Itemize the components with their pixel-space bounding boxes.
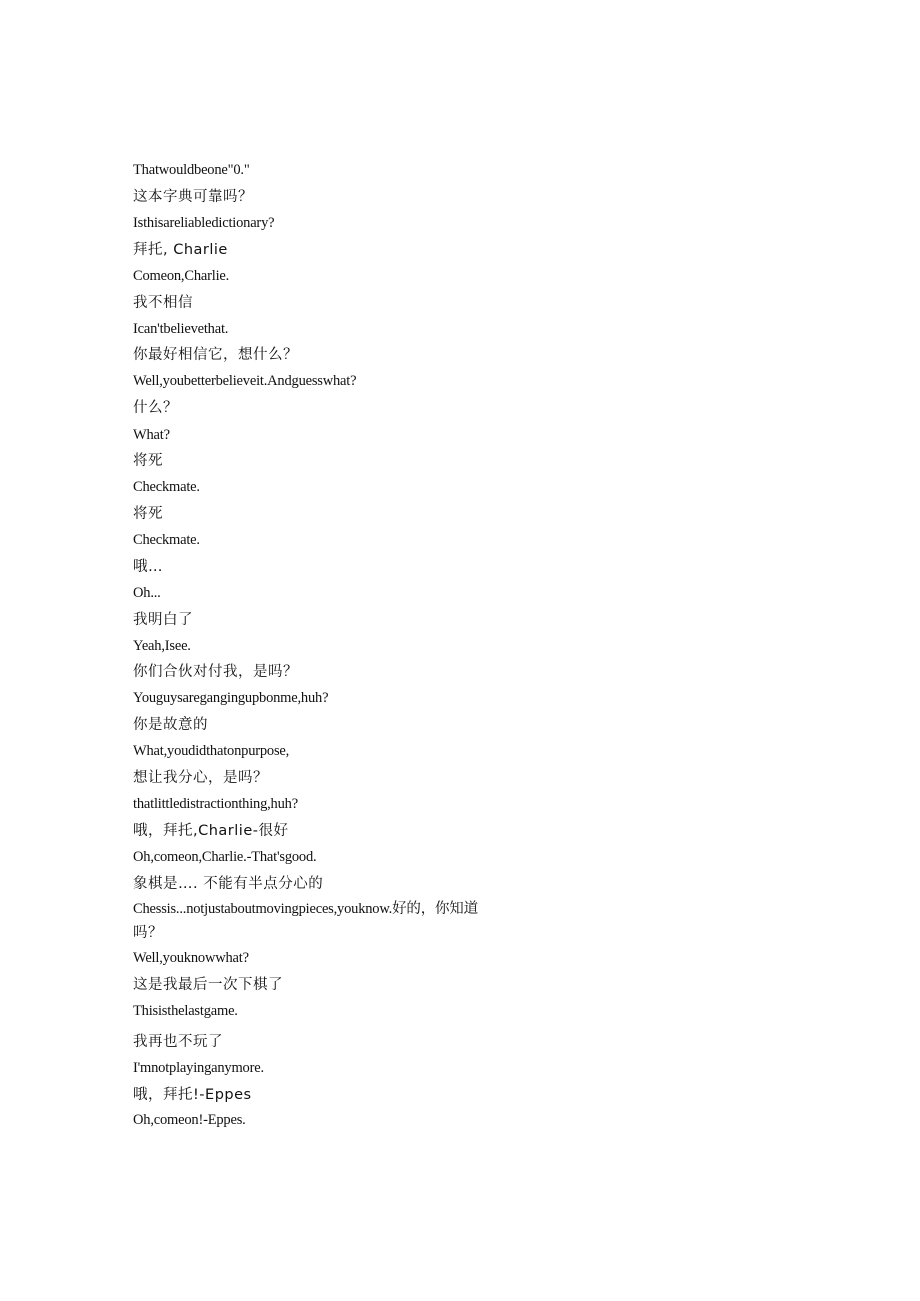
subtitle-line-en: Chessis...notjustaboutmovingpieces,youknow.好的，你知道 xyxy=(133,901,478,917)
subtitle-line-en: Well,youbetterbelieveit.Andguesswhat? xyxy=(133,373,357,389)
subtitle-line-zh: 将死 xyxy=(133,506,163,522)
subtitle-line-en: Comeon,Charlie. xyxy=(133,268,230,284)
subtitle-line-zh: 你最好相信它，想什么？ xyxy=(133,347,298,363)
subtitle-line-zh: 拜托, Charlie xyxy=(133,242,228,258)
subtitle-line-zh: 将死 xyxy=(133,453,163,469)
subtitle-line-en: I'mnotplayinganymore. xyxy=(133,1060,264,1076)
subtitle-line-en: Oh,comeon,Charlie.-That'sgood. xyxy=(133,849,317,865)
subtitle-line-zh: 什么？ xyxy=(133,400,178,416)
subtitle-line-zh: 吗？ xyxy=(133,925,163,941)
subtitle-line-en: Oh... xyxy=(133,585,161,601)
subtitle-line-en: What? xyxy=(133,427,170,443)
subtitle-line-en: Oh,comeon!-Eppes. xyxy=(133,1112,246,1128)
subtitle-line-en: Checkmate. xyxy=(133,479,200,495)
subtitle-line-zh: 你是故意的 xyxy=(133,717,208,733)
subtitle-line-en: Thisisthelastgame. xyxy=(133,1003,238,1019)
subtitle-line-zh: 我再也不玩了 xyxy=(133,1034,223,1050)
subtitle-line-en: Youguysaregangingupbonme,huh? xyxy=(133,690,329,706)
subtitle-line-en: Isthisareliabledictionary? xyxy=(133,215,275,231)
subtitle-line-en: thatlittledistractionthing,huh? xyxy=(133,796,298,812)
subtitle-line-en: What,youdidthatonpurpose, xyxy=(133,743,290,759)
subtitle-line-en: Well,youknowwhat? xyxy=(133,950,249,966)
subtitle-line-en: Thatwouldbeone"0." xyxy=(133,162,250,178)
subtitle-line-en: Ican'tbelievethat. xyxy=(133,321,229,337)
subtitle-line-zh: 哦，拜托,Charlie-很好 xyxy=(133,823,289,839)
subtitle-line-zh: 这本字典可靠吗？ xyxy=(133,189,253,205)
subtitle-line-zh: 你们合伙对付我，是吗？ xyxy=(133,664,298,680)
subtitle-line-zh: 哦，拜托!-Eppes xyxy=(133,1087,252,1103)
subtitle-line-zh: 我不相信 xyxy=(133,295,193,311)
subtitle-line-zh: 哦… xyxy=(133,559,163,575)
subtitle-line-zh: 我明白了 xyxy=(133,612,193,628)
subtitle-line-en: Checkmate. xyxy=(133,532,200,548)
subtitle-line-en: Yeah,Isee. xyxy=(133,638,191,654)
subtitle-line-zh: 想让我分心，是吗？ xyxy=(133,770,268,786)
subtitle-line-zh: 象棋是…. 不能有半点分心的 xyxy=(133,876,324,892)
subtitle-line-zh: 这是我最后一次下棋了 xyxy=(133,977,283,993)
